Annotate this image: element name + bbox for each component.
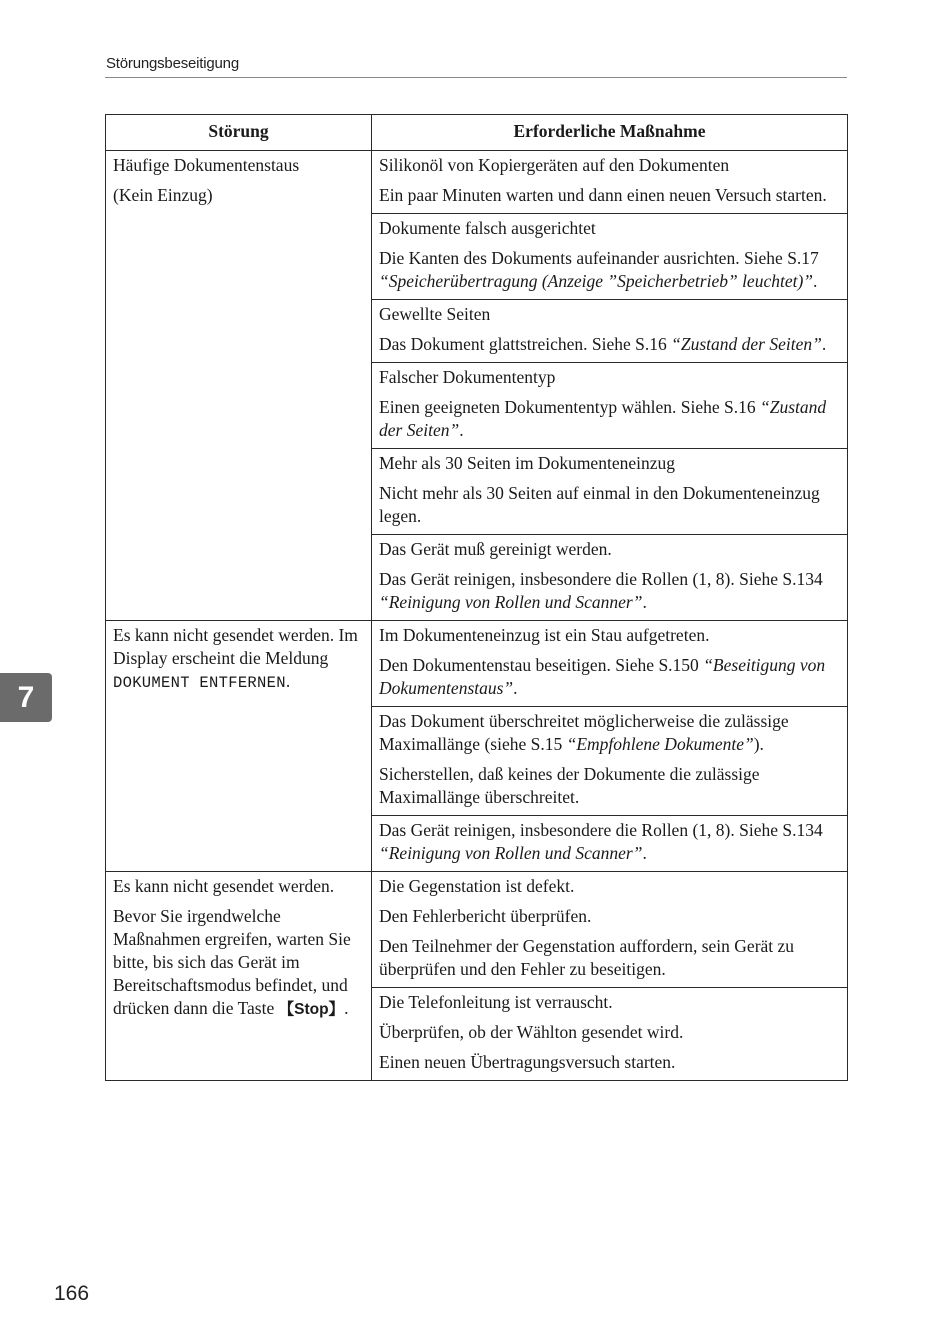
cause-text: Falscher Dokumententyp — [379, 367, 556, 387]
cause-text: Das Gerät muß gereinigt werden. — [379, 539, 612, 559]
table-row — [106, 151, 848, 214]
action-text-part: . — [459, 420, 464, 440]
cross-reference-link[interactable]: “Beseitigung von Dokumentenstaus” — [379, 655, 826, 698]
action-text-part: Den Dokumentenstau beseitigen. Siehe S.150 — [379, 655, 704, 675]
action-cell — [372, 816, 848, 872]
action-text — [379, 654, 841, 700]
table-header-row — [106, 115, 848, 151]
action-text-part: . — [513, 678, 518, 698]
cross-reference-link[interactable]: “Speicherübertragung (Anzeige ”Speicherbetrieb” leuchtet)” — [379, 271, 814, 291]
action-text-part: Die Kanten des Dokuments aufeinander ausrichten. Siehe S.17 — [379, 248, 819, 268]
action-text: Ein paar Minuten warten und dann einen neuen Versuch starten. — [379, 185, 827, 205]
page-number: 166 — [54, 1282, 90, 1305]
issue-text-part: Bevor Sie irgendwelche Maßnahmen ergreifen, warten Sie bitte, bis sich das Gerät im Bereitschaftsmodus befindet, und drücken dann die Taste — [113, 906, 351, 1018]
cause-text-part: ). — [753, 734, 764, 754]
display-message-code: DOKUMENT ENTFERNEN — [113, 674, 286, 692]
action-cell — [372, 988, 848, 1081]
running-header-title: Störungsbeseitigung — [106, 55, 239, 72]
cross-reference-link[interactable]: “Empfohlene Dokumente” — [566, 734, 754, 754]
cause-text: Im Dokumenteneinzug ist ein Stau aufgetreten. — [379, 625, 710, 645]
action-text-part: . — [813, 271, 818, 291]
action-text: Überprüfen, ob der Wählton gesendet wird. — [379, 1022, 684, 1042]
issue-text: (Kein Einzug) — [113, 185, 213, 205]
header-rule — [105, 77, 847, 78]
action-cell — [372, 707, 848, 816]
action-text: Sicherstellen, daß keines der Dokumente die zulässige Maximallänge überschreitet. — [379, 764, 760, 807]
cause-text-part: Das Dokument überschreitet möglicherweise die zulässige Maximallänge (siehe S.15 — [379, 711, 789, 754]
action-cell — [372, 214, 848, 300]
action-text — [379, 819, 841, 865]
cause-text: Die Telefonleitung ist verrauscht. — [379, 992, 613, 1012]
cross-reference-link[interactable]: “Reinigung von Rollen und Scanner” — [379, 843, 643, 863]
action-cell — [372, 621, 848, 707]
issue-text: Es kann nicht gesendet werden. — [113, 876, 335, 896]
issue-text-part: Es kann nicht gesendet werden. Im Display erscheint die Meldung — [113, 625, 358, 668]
action-text: Einen neuen Übertragungsversuch starten. — [379, 1052, 676, 1072]
table-row — [106, 621, 848, 707]
issue-text-part: . — [285, 671, 291, 691]
action-text — [379, 396, 841, 442]
action-cell — [372, 872, 848, 988]
action-cell — [372, 300, 848, 363]
action-cell — [372, 363, 848, 449]
stop-key-label: 【Stop】 — [278, 1001, 345, 1018]
chapter-tab: 7 — [0, 673, 52, 722]
column-header-action: Erforderliche Maßnahme — [372, 115, 848, 151]
cross-reference-link[interactable]: “Zustand der Seiten” — [671, 334, 822, 354]
issue-text-part: . — [344, 998, 349, 1018]
action-text — [379, 247, 841, 293]
column-header-issue: Störung — [106, 115, 372, 151]
cause-text — [379, 710, 841, 756]
cause-text: Dokumente falsch ausgerichtet — [379, 218, 596, 238]
cross-reference-link[interactable]: “Reinigung von Rollen und Scanner” — [379, 592, 643, 612]
action-text-part: Einen geeigneten Dokumententyp wählen. Siehe S.16 — [379, 397, 761, 417]
action-cell — [372, 535, 848, 621]
action-text — [379, 333, 841, 356]
action-cell — [372, 151, 848, 214]
cause-text: Silikonöl von Kopiergeräten auf den Dokumenten — [379, 155, 730, 175]
action-text-part: Das Gerät reinigen, insbesondere die Rollen (1, 8). Siehe S.134 — [379, 569, 823, 589]
table-row — [106, 872, 848, 988]
cross-reference-link[interactable]: “Zustand der Seiten” — [379, 397, 827, 440]
cause-text: Gewellte Seiten — [379, 304, 491, 324]
action-text: Nicht mehr als 30 Seiten auf einmal in den Dokumenteneinzug legen. — [379, 483, 820, 526]
troubleshooting-table — [105, 114, 848, 1081]
issue-cell-document-jams — [106, 151, 372, 621]
cause-text: Mehr als 30 Seiten im Dokumenteneinzug — [379, 453, 675, 473]
issue-text — [113, 624, 365, 695]
action-text: Den Fehlerbericht überprüfen. — [379, 906, 592, 926]
action-text-part: . — [642, 592, 647, 612]
action-text-part: . — [642, 843, 647, 863]
action-text: Den Teilnehmer der Gegenstation auffordern, sein Gerät zu überprüfen und den Fehler zu beseitigen. — [379, 936, 795, 979]
action-text-part: . — [821, 334, 827, 354]
issue-cell-cannot-send-remove-document — [106, 621, 372, 872]
action-cell — [372, 449, 848, 535]
issue-text — [113, 905, 365, 1021]
action-text-part: Das Dokument glattstreichen. Siehe S.16 — [379, 334, 672, 354]
action-text — [379, 568, 841, 614]
issue-text: Häufige Dokumentenstaus — [113, 155, 300, 175]
action-text-part: Das Gerät reinigen, insbesondere die Rollen (1, 8). Siehe S.134 — [379, 820, 823, 840]
issue-cell-cannot-send — [106, 872, 372, 1081]
cause-text: Die Gegenstation ist defekt. — [379, 876, 575, 896]
